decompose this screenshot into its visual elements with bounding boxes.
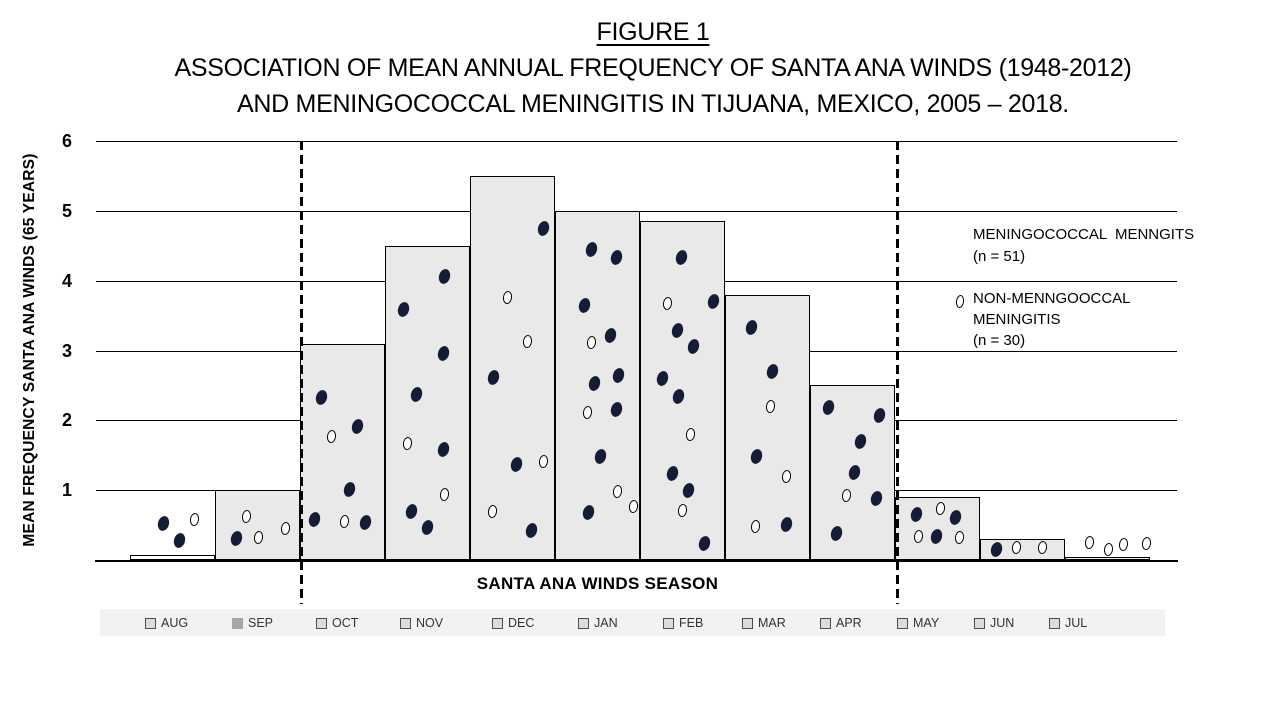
non-meningococcal-legend-dot-icon [955,295,965,309]
meningococcal-dot [156,515,171,532]
month-legend-label-mar: MAR [758,616,786,630]
y-tick-label-4: 4 [61,270,72,291]
month-legend-label-jun: JUN [990,616,1015,630]
season-boundary-line-1 [300,141,303,604]
month-swatch-icon-may [897,618,908,629]
month-swatch-icon-jan [578,618,589,629]
month-legend-item-apr [820,616,862,630]
non-meningococcal-dot [1084,535,1095,549]
month-legend-item-may [897,616,939,630]
y-tick-label-1: 1 [61,480,72,501]
month-swatch-icon-nov [400,618,411,629]
month-legend-label-jul: JUL [1065,616,1088,630]
bar-mar [725,295,810,560]
month-legend-item-aug [145,616,188,630]
month-legend-label-aug: AUG [161,616,189,630]
y-axis-title: MEAN FREQUENCY SANTA ANA WINDS (65 YEARS) [21,153,38,547]
month-swatch-icon-sep [232,618,243,629]
season-boundary-line-2 [896,141,899,604]
x-axis-title: SANTA ANA WINDS SEASON [476,574,719,593]
month-legend-label-may: MAY [913,616,940,630]
month-legend-label-feb: FEB [679,616,704,630]
month-swatch-icon-mar [742,618,753,629]
month-legend-label-oct: OCT [332,616,359,630]
month-legend-label-sep: SEP [248,616,274,630]
month-legend-item-nov [400,616,443,630]
month-legend-item-oct [316,616,358,630]
meningococcal-legend-dot-icon [954,232,967,248]
non-meningococcal-dot [1103,542,1114,556]
month-legend-item-mar [742,616,786,630]
month-legend-item-sep [232,616,273,630]
y-tick-label-6: 6 [61,131,72,152]
month-swatch-icon-oct [316,618,327,629]
y-tick-label-3: 3 [61,340,72,361]
month-legend-item-dec [492,616,534,630]
month-legend-item-jan [578,616,618,630]
month-legend-item-feb [663,616,703,630]
meningococcal-dot [172,532,187,549]
month-legend-label-apr: APR [836,616,862,630]
month-legend-label-jan: JAN [594,616,618,630]
meningococcal-legend-count: (n = 51) [973,248,1026,265]
month-swatch-icon-apr [820,618,831,629]
month-swatch-icon-dec [492,618,503,629]
month-legend-label-dec: DEC [508,616,535,630]
month-swatch-icon-feb [663,618,674,629]
non-meningococcal-legend-count: (n = 30) [973,332,1026,349]
meningococcal-legend-label: MENINGOCOCCAL MENNGITS [973,226,1195,243]
non-meningococcal-legend-label-line1: NON-MENNGOOCCAL [973,290,1131,307]
gridline-6 [96,141,1177,142]
x-axis-line [95,560,1178,562]
y-tick-label-2: 2 [61,410,72,431]
month-swatch-icon-jul [1049,618,1060,629]
chart-title-line2: AND MENINGOCOCCAL MENINGITIS IN TIJUANA, MEXICO, 2005 – 2018. [237,90,1069,118]
non-meningococcal-dot [1141,536,1152,550]
month-legend-label-nov: NOV [416,616,444,630]
month-swatch-icon-jun [974,618,985,629]
y-tick-label-5: 5 [61,200,72,221]
month-swatch-icon-aug [145,618,156,629]
month-legend-item-jun [974,616,1014,630]
non-meningococcal-dot [189,512,200,526]
chart-title-block [30,14,1276,122]
bar-nov [385,246,470,560]
non-meningococcal-dot [1118,537,1129,551]
chart-title-line1: ASSOCIATION OF MEAN ANNUAL FREQUENCY OF SANTA ANA WINDS (1948-2012) [174,54,1132,82]
non-meningococcal-legend-label-line2: MENINGITIS [973,311,1061,328]
month-legend-item-jul [1049,616,1087,630]
figure-label: FIGURE 1 [596,18,710,46]
